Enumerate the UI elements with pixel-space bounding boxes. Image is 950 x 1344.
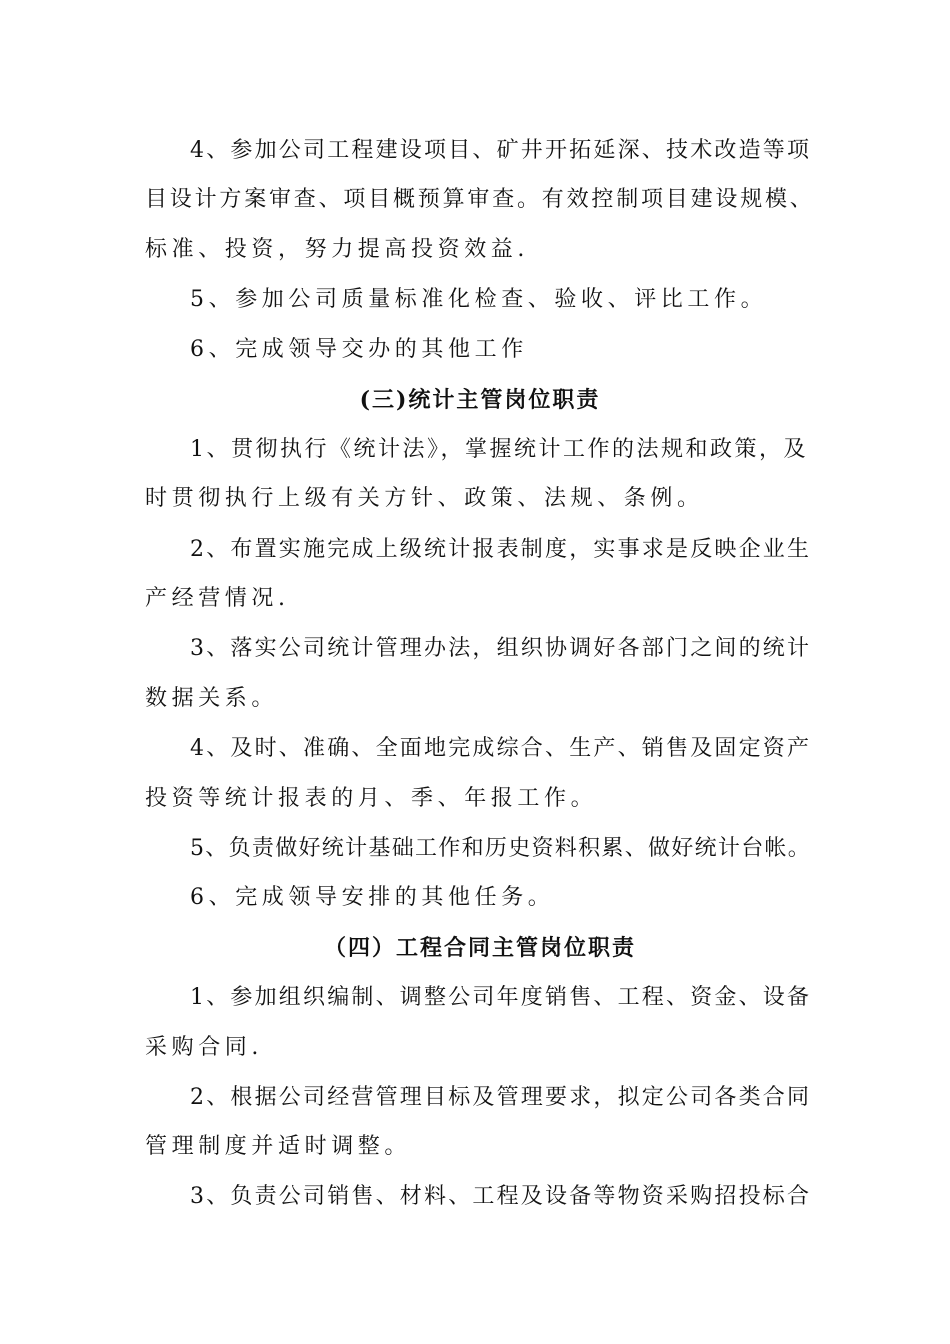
paragraph-line: 1、贯彻执行《统计法》，掌握统计工作的法规和政策，及 [190, 437, 808, 462]
paragraph-line: 采购合同. [145, 1035, 263, 1060]
paragraph-line: 标准、投资，努力提高投资效益. [145, 237, 529, 262]
paragraph-line: 6、完成领导安排的其他任务。 [190, 885, 555, 910]
paragraph-line: 5、负责做好统计基础工作和历史资料积累、做好统计台帐。 [190, 836, 812, 861]
paragraph-line: 投资等统计报表的月、季、年报工作。 [145, 786, 598, 811]
paragraph-line: 3、负责公司销售、材料、工程及设备等物资采购招投标合 [190, 1184, 812, 1209]
paragraph-line: 产经营情况. [145, 586, 290, 611]
paragraph-line: 1、参加组织编制、调整公司年度销售、工程、资金、设备 [190, 985, 812, 1010]
paragraph-line: 4、及时、准确、全面地完成综合、生产、销售及固定资产 [190, 736, 812, 761]
section-heading: (三)统计主管岗位职责 [359, 387, 601, 413]
paragraph-line: 3、落实公司统计管理办法，组织协调好各部门之间的统计 [190, 636, 812, 661]
section-heading: （四）工程合同主管岗位职责 [323, 935, 636, 961]
paragraph-line: 4、参加公司工程建设项目、矿井开拓延深、技术改造等项 [190, 138, 812, 163]
paragraph-line: 时贯彻执行上级有关方针、政策、法规、条例。 [145, 486, 704, 511]
paragraph-line: 5、参加公司质量标准化检查、验收、评比工作。 [190, 287, 768, 312]
paragraph-line: 数据关系。 [145, 686, 279, 711]
paragraph-line: 目设计方案审查、项目概预算审查。有效控制项目建设规模、 [145, 187, 815, 212]
paragraph-line: 2、根据公司经营管理目标及管理要求，拟定公司各类合同 [190, 1085, 812, 1110]
paragraph-line: 2、布置实施完成上级统计报表制度，实事求是反映企业生 [190, 537, 812, 562]
paragraph-line: 6、完成领导交办的其他工作 [190, 337, 528, 362]
paragraph-line: 管理制度并适时调整。 [145, 1134, 412, 1159]
